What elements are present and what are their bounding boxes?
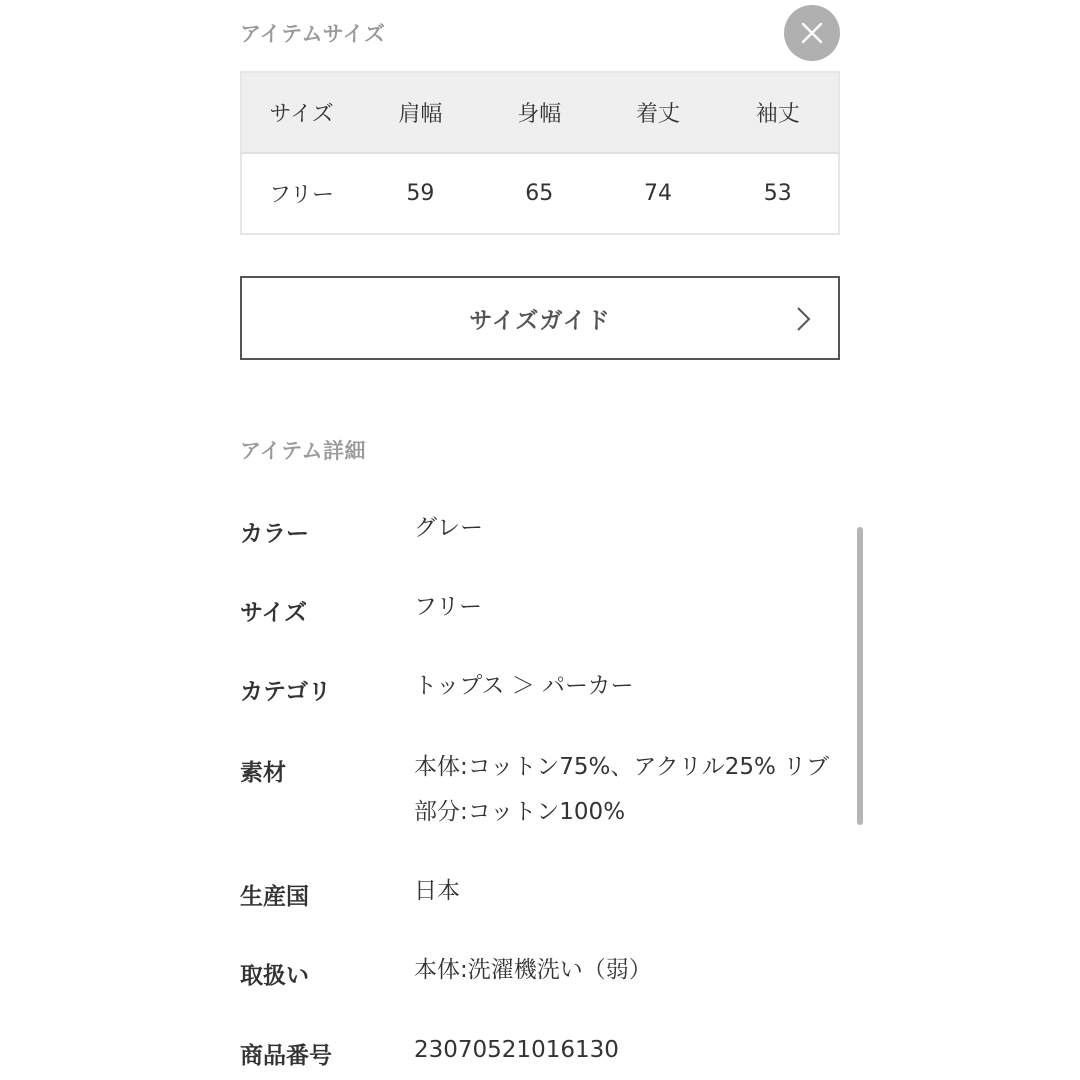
detail-label: 生産国 xyxy=(240,884,309,910)
shoulder-cell: 59 xyxy=(361,153,480,234)
detail-value: フリー xyxy=(414,594,483,620)
length-col-header: 着丈 xyxy=(599,72,718,153)
detail-label: カラー xyxy=(240,521,309,547)
detail-label: サイズ xyxy=(240,600,308,626)
detail-value: トップス ＞ パーカー xyxy=(414,673,634,699)
table-row xyxy=(241,153,839,234)
length-cell: 74 xyxy=(599,153,718,234)
chevron-right-icon xyxy=(796,306,812,332)
detail-value: 23070521016130 xyxy=(414,1037,619,1063)
body-width-cell: 65 xyxy=(480,153,599,234)
size-guide-label: サイズガイド xyxy=(469,307,611,334)
scrollbar[interactable] xyxy=(857,527,863,825)
body-width-col-header: 身幅 xyxy=(480,72,599,153)
size-guide-button[interactable] xyxy=(240,276,840,360)
sleeve-col-header: 袖丈 xyxy=(717,72,839,153)
close-icon xyxy=(800,21,824,45)
size-col-header: サイズ xyxy=(241,72,361,153)
size-table xyxy=(240,71,840,235)
close-button[interactable] xyxy=(784,5,840,61)
size-cell: フリー xyxy=(241,153,361,234)
detail-value: グレー xyxy=(414,515,483,541)
item-size-title: アイテムサイズ xyxy=(240,22,386,46)
detail-label: カテゴリ xyxy=(240,679,332,705)
shoulder-col-header: 肩幅 xyxy=(361,72,480,153)
detail-label: 商品番号 xyxy=(240,1043,332,1069)
detail-value: 本体:洗濯機洗い（弱） xyxy=(414,957,652,983)
sleeve-cell: 53 xyxy=(717,153,839,234)
detail-label: 素材 xyxy=(240,760,286,786)
detail-label: 取扱い xyxy=(240,963,309,989)
size-table-header xyxy=(241,72,839,153)
detail-value: 日本 xyxy=(414,878,460,904)
detail-value: 本体:コットン75%、アクリル25% リブ部分:コットン100% xyxy=(414,754,830,825)
item-detail-title: アイテム詳細 xyxy=(240,439,367,463)
